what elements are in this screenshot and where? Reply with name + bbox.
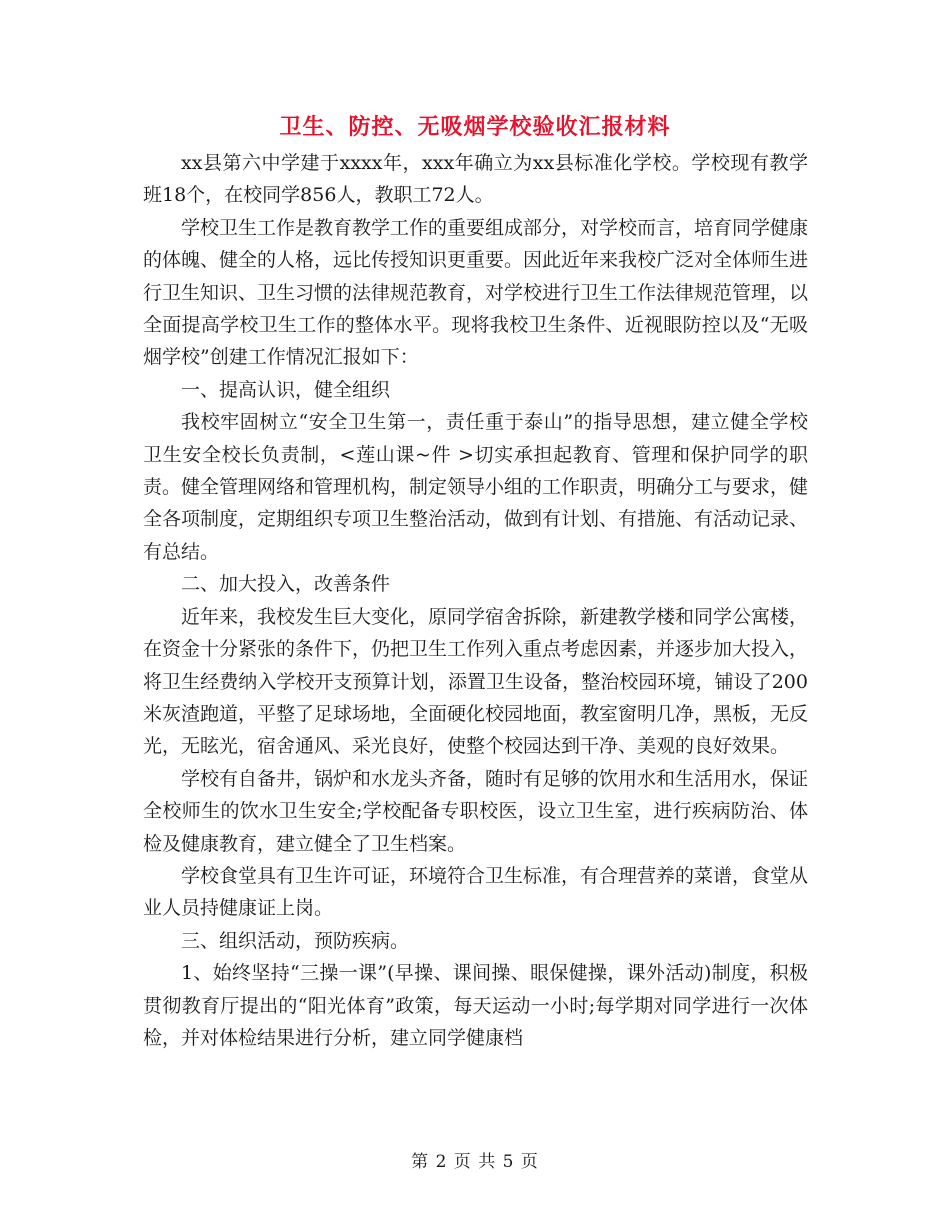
paragraph-organization: 我校牢固树立“安全卫生第一，责任重于泰山”的指导思想，建立健全学校卫生安全校长负责制，<莲山课~件 >切实承担起教育、管理和保护同学的职责。健全管理网络和管理机构，制定领导小组的工作职责，明确分工与要求，健全各项制度，定期组织专项卫生整治活动，做到有计划、有措施、有活动记录、有总结。 — [143, 411, 809, 563]
paragraph-investment: 近年来，我校发生巨大变化，原同学宿舍拆除，新建教学楼和同学公寓楼，在资金十分紧张的条件下，仍把卫生工作列入重点考虑因素，并逐步加大投入，将卫生经费纳入学校开支预算计划，添置卫生设备，整治校园环境，铺设了200米灰渣跑道，平整了足球场地，全面硬化校园地面，教室窗明几净，黑板，无反光，无眩光，宿舍通风、采光良好，使整个校园达到干净、美观的良好效果。 — [143, 605, 809, 758]
paragraph-hygiene-overview: 学校卫生工作是教育教学工作的重要组成部分，对学校而言，培育同学健康的体魄、健全的人格，远比传授知识更重要。因此近年来我校广泛对全体师生进行卫生知识、卫生习惯的法律规范教育，对学校进行卫生工作法律规范管理，以全面提高学校卫生工作的整体水平。现将我校卫生条件、近视眼防控以及“无吸烟学校”创建工作情况汇报如下： — [143, 216, 809, 369]
section-heading-3: 三、组织活动，预防疾病。 — [181, 929, 410, 952]
section-heading-1: 一、提高认识，健全组织 — [181, 378, 391, 401]
paragraph-water-clinic: 学校有自备井，锅炉和水龙头齐备，随时有足够的饮用水和生活用水，保证全校师生的饮水卫生安全;学校配备专职校医，设立卫生室，进行疾病防治、体检及健康教育，建立健全了卫生档案。 — [143, 767, 809, 855]
document-title: 卫生、防控、无吸烟学校验收汇报材料 — [279, 114, 671, 140]
document-body — [143, 147, 808, 1054]
paragraph-canteen: 学校食堂具有卫生许可证，环境符合卫生标准，有合理营养的菜谱，食堂从业人员持健康证上岗。 — [143, 864, 809, 920]
paragraph-school-intro: xx县第六中学建于xxxx年，xxx年确立为xx县标准化学校。学校现有教学班18个，在校同学856人，教职工72人。 — [143, 152, 808, 207]
page-number-footer: 第 2 页 共 5 页 — [411, 1152, 539, 1172]
section-heading-2: 二、加大投入，改善条件 — [181, 573, 391, 596]
paragraph-activities: 1、始终坚持“三操一课”(早操、课间操、眼保健操，课外活动)制度，积极贯彻教育厅提出的“阳光体育”政策，每天运动一小时;每学期对同学进行一次体检，并对体检结果进行分析，建立同学健康档 — [143, 962, 808, 1049]
